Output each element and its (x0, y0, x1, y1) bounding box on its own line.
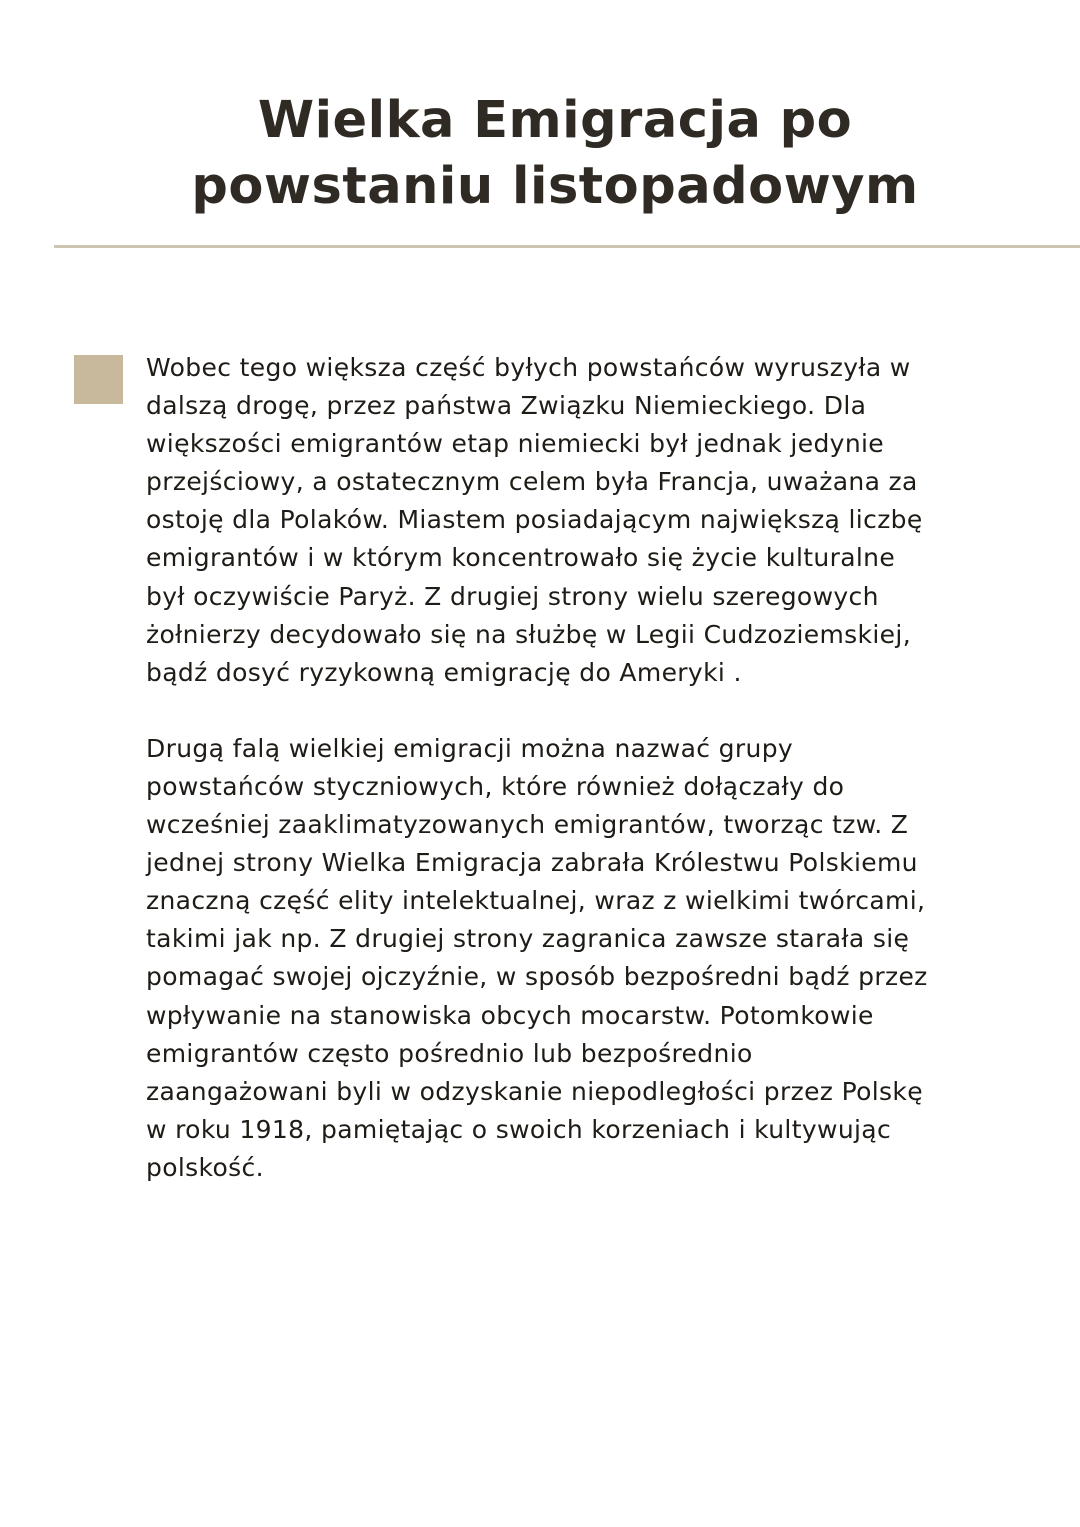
text-line: żołnierzy decydowało się na służbę w Legii Cudzoziemskiej, (146, 619, 911, 649)
text-line: Drugą falą wielkiej emigracji można nazwać grupy (146, 733, 794, 763)
paragraph-2 (146, 730, 1026, 1187)
text-line: powstańców styczniowych, które również dołączały do (146, 771, 845, 801)
page-title (0, 88, 1080, 220)
accent-square-icon (74, 355, 123, 404)
text-line: takimi jak np. Z drugiej strony zagranica zawsze starała się (146, 924, 910, 954)
text-line: polskość. (146, 1152, 264, 1182)
text-line: wpływanie na stanowiska obcych mocarstw. Potomkowie (146, 1000, 874, 1030)
title-line-1: Wielka Emigracja po (257, 91, 853, 150)
text-line: bądź dosyć ryzykowną emigrację do Ameryki . (146, 657, 742, 687)
text-line: jednej strony Wielka Emigracja zabrała Królestwu Polskiemu (146, 848, 918, 878)
text-line: w roku 1918, pamiętając o swoich korzeniach i kultywując (146, 1114, 892, 1144)
text-line: znaczną część elity intelektualnej, wraz z wielkimi twórcami, (146, 886, 926, 916)
text-line: wcześniej zaaklimatyzowanych emigrantów, tworząc tzw. Z (146, 810, 909, 840)
text-line: pomagać swojej ojczyźnie, w sposób bezpośredni bądź przez (146, 962, 928, 992)
text-line: dalszą drogę, przez państwa Związku Niemieckiego. Dla (146, 391, 867, 421)
text-line: większości emigrantów etap niemiecki był jednak jedynie (146, 429, 885, 459)
text-line: emigrantów i w którym koncentrowało się życie kulturalne (146, 543, 896, 573)
title-divider (54, 245, 1080, 248)
article-body (146, 349, 1026, 1187)
title-line-2: powstaniu listopadowym (191, 157, 919, 216)
text-line: emigrantów często pośrednio lub bezpośrednio (146, 1038, 753, 1068)
paragraph-1 (146, 349, 1026, 692)
text-line: był oczywiście Paryż. Z drugiej strony wielu szeregowych (146, 581, 879, 611)
text-line: przejściowy, a ostatecznym celem była Francja, uważana za (146, 467, 918, 497)
text-line: Wobec tego większa część byłych powstańców wyruszyła w (146, 353, 911, 382)
text-line: ostoję dla Polaków. Miastem posiadającym największą liczbę (146, 505, 923, 535)
text-line: zaangażowani byli w odzyskanie niepodległości przez Polskę (146, 1076, 923, 1106)
